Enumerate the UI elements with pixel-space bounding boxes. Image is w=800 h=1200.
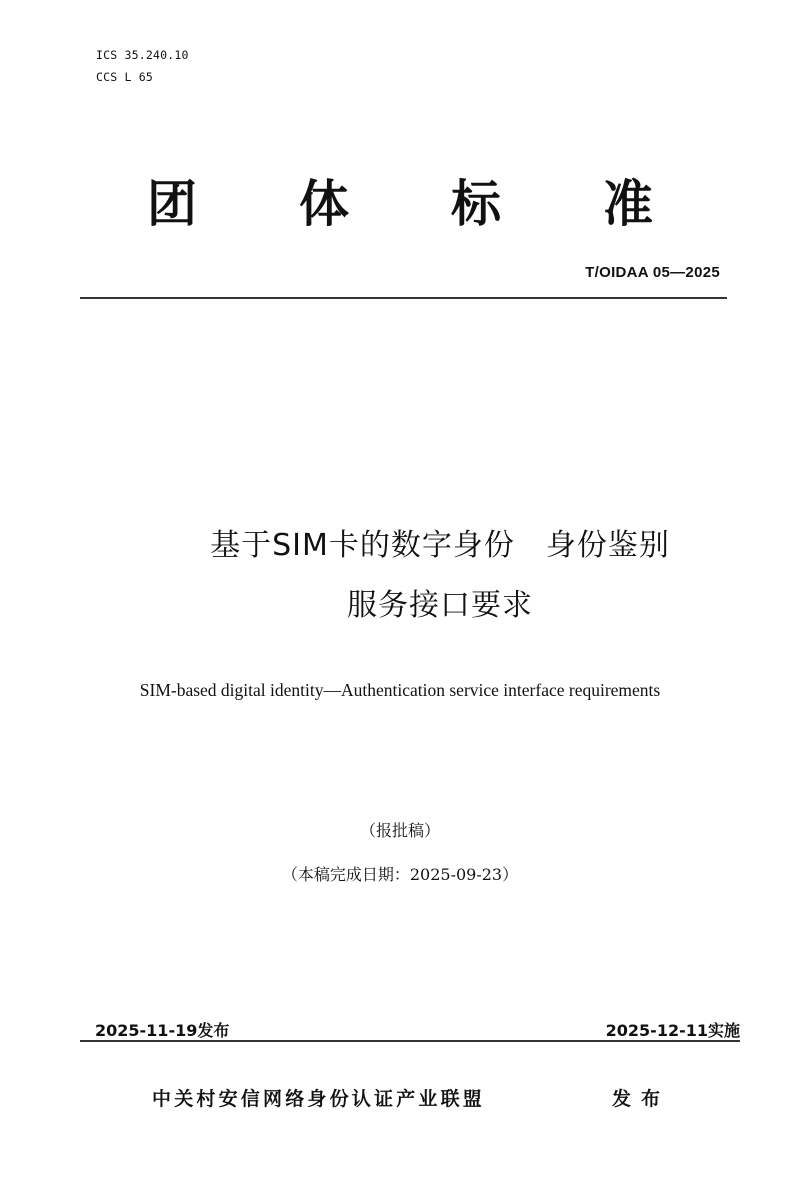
top-divider [80,297,727,299]
standard-number: T/OIDAA 05—2025 [585,264,720,281]
chinese-title-line-2: 服务接口要求 [347,588,533,623]
ccs-code: CCS L 65 [96,70,153,84]
classification-codes [96,44,189,88]
standard-type-char: 准 [603,175,653,233]
standard-type-char: 标 [451,175,501,233]
bottom-divider [80,1040,740,1042]
chinese-title [80,516,800,636]
chinese-title-line-1: 基于SIM卡的数字身份 身份鉴别 [210,528,670,563]
ics-code: ICS 35.240.10 [96,48,189,62]
standard-type-char: 团 [147,175,197,233]
draft-completion-date: （本稿完成日期：2025-09-23） [281,865,519,884]
issue-label: 发布 [612,1088,671,1110]
standard-type-char: 体 [299,175,349,233]
publish-date: 2025-11-19发布 [95,1021,230,1040]
issuing-organization: 中关村安信网络身份认证产业联盟 [152,1088,486,1110]
implement-date: 2025-12-11实施 [605,1021,740,1040]
standard-type-heading [0,172,800,236]
draft-status: （报批稿） [359,821,440,840]
english-title: SIM-based digital identity—Authentication service interface requirements [139,680,661,700]
